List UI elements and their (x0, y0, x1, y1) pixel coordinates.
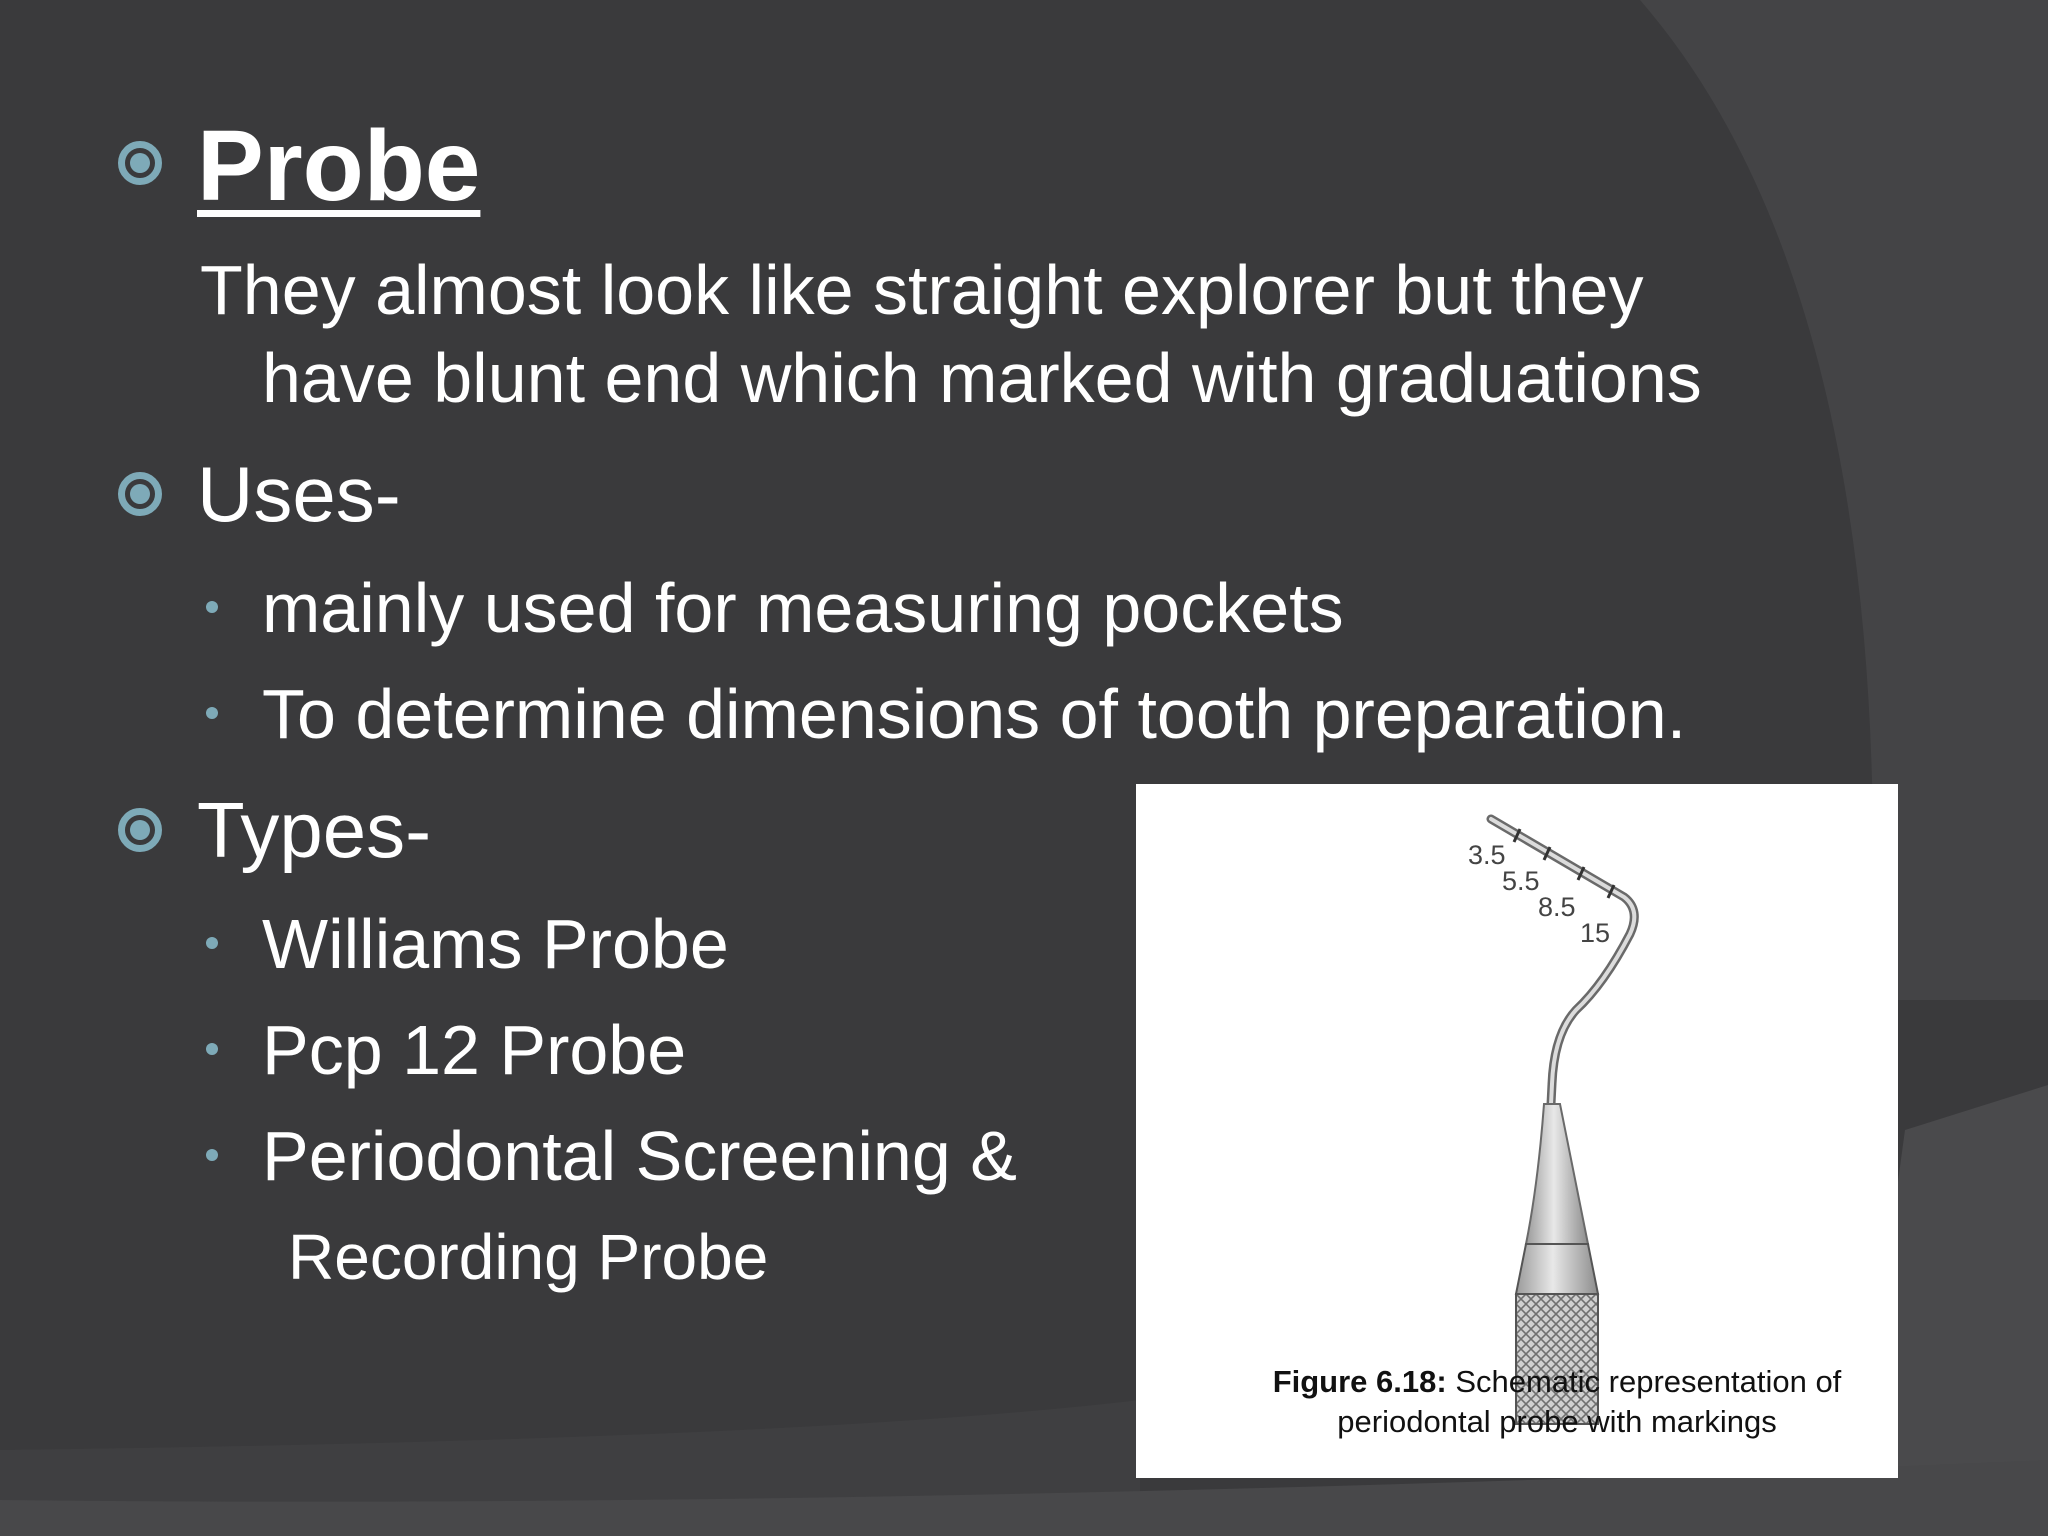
figure-caption-line-2: periodontal probe with markings (1337, 1404, 1777, 1439)
figure-caption-line-1 (1136, 1366, 1938, 1397)
marking-label: 8.5 (1538, 892, 1576, 922)
uses-item-2: To determine dimensions of tooth preparation. (262, 675, 1687, 753)
types-item-1: Williams Probe (262, 905, 729, 983)
bullet-dot-icon (206, 707, 218, 719)
bullet-dot-icon (206, 937, 218, 949)
marking-label: 5.5 (1502, 866, 1540, 896)
description-line-2: have blunt end which marked with graduations (262, 339, 1702, 417)
figure-caption-label: Figure 6.18: (1272, 1364, 1447, 1399)
types-item-3: Periodontal Screening & (262, 1117, 1017, 1195)
heading-bullet-icon (118, 141, 162, 185)
marking-label: 15 (1580, 918, 1611, 948)
types-bullet-icon (118, 808, 162, 852)
figure-caption-text: Schematic representation of (1455, 1364, 1842, 1399)
slide-title: Probe (197, 110, 481, 222)
types-item-2: Pcp 12 Probe (262, 1011, 687, 1089)
types-item-3-continuation: Recording Probe (288, 1221, 769, 1293)
bullet-dot-icon (206, 1149, 218, 1161)
uses-title: Uses- (197, 450, 401, 538)
marking-label: 3.5 (1468, 840, 1506, 870)
description-line-1: They almost look like straight explorer but they (200, 251, 1644, 329)
bullet-dot-icon (206, 1043, 218, 1055)
bullet-dot-icon (206, 601, 218, 613)
uses-item-1: mainly used for measuring pockets (262, 569, 1344, 647)
probe-figure (1136, 784, 1898, 1478)
uses-bullet-icon (118, 472, 162, 516)
types-title: Types- (197, 786, 432, 874)
